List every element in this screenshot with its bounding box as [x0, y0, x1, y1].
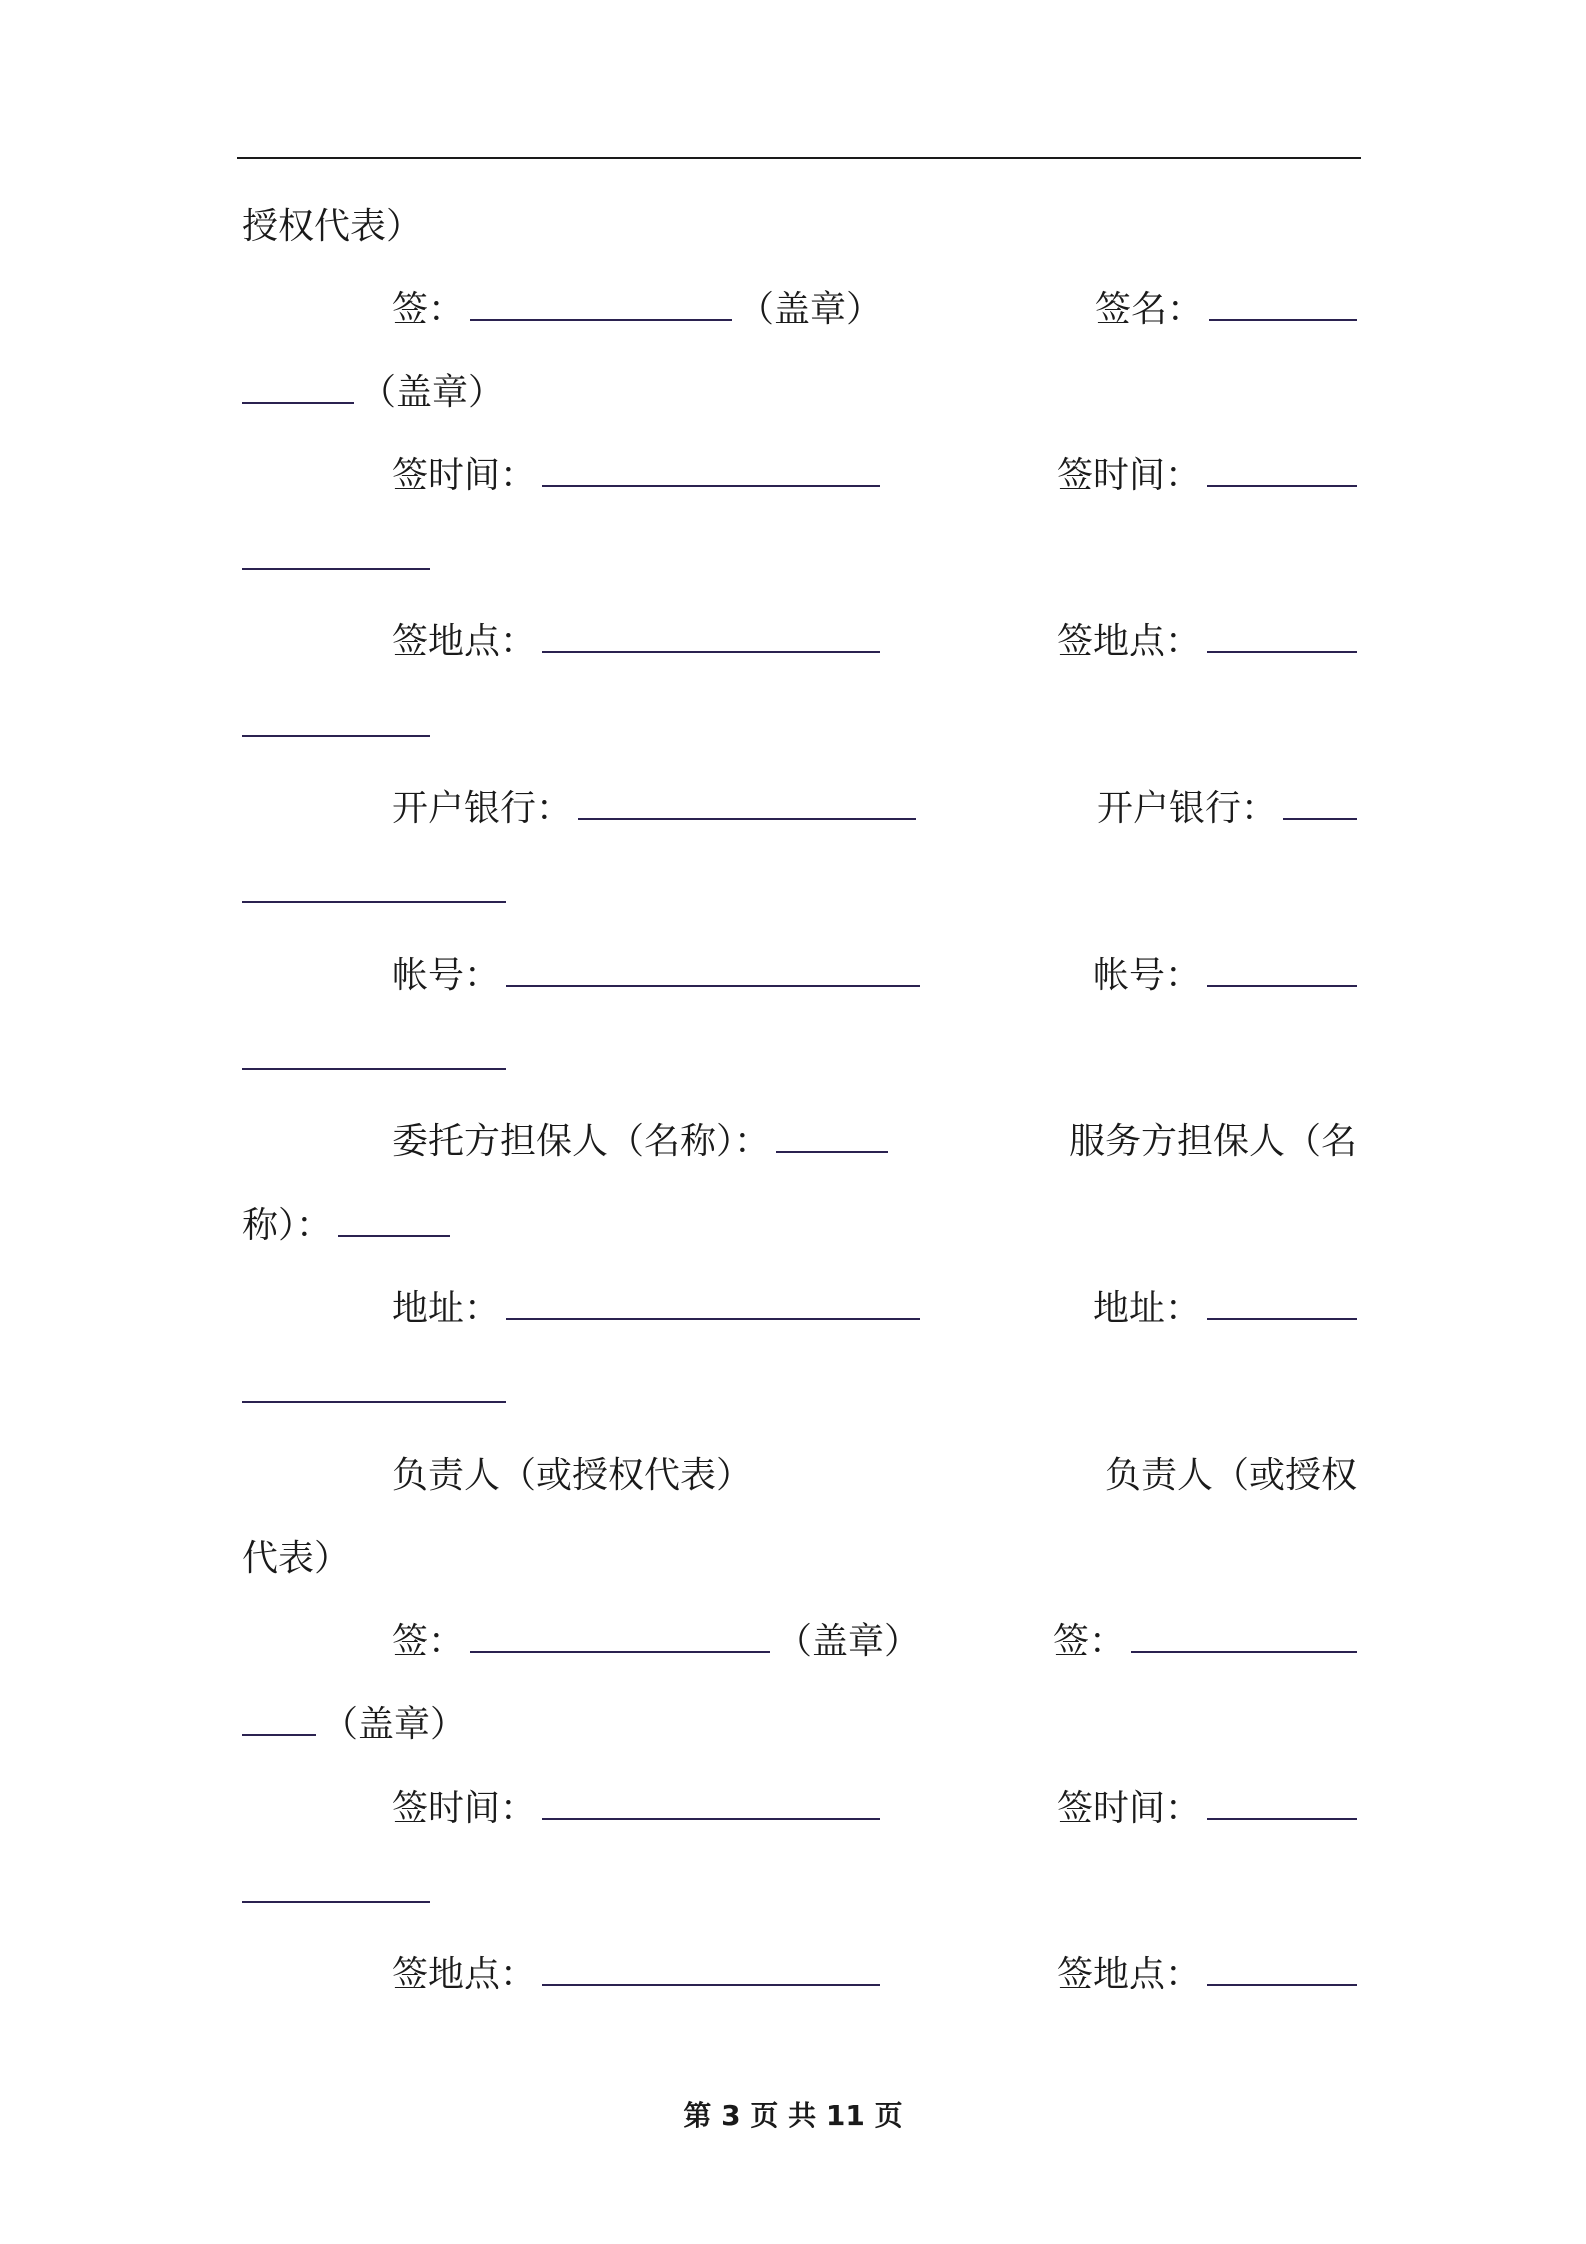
right-address-blank-cont[interactable] [242, 1401, 506, 1403]
left-address-line: 地址： [392, 1287, 926, 1331]
right-sign-time-blank-cont[interactable] [242, 568, 430, 570]
right-sign-time-blank[interactable] [1207, 485, 1357, 487]
right-account-blank-cont[interactable] [242, 1068, 506, 1070]
right-sign-line-2: 签： [1053, 1620, 1357, 1664]
right-bank-continuation [242, 870, 512, 914]
right-seal-continuation-2: （盖章） [242, 1703, 466, 1747]
right-sign-place-blank[interactable] [1207, 651, 1357, 653]
left-sign-time-line-2: 签时间： [392, 1787, 886, 1831]
right-sign-place-blank-cont[interactable] [242, 735, 430, 737]
left-account-line: 帐号： [392, 954, 926, 998]
left-sign-blank[interactable] [470, 319, 732, 321]
right-sign-blank-2-cont[interactable] [242, 1734, 316, 1736]
right-bank-blank[interactable] [1283, 818, 1357, 820]
right-sign-place-continuation [242, 704, 436, 748]
right-sign-place-line-2: 签地点： [1057, 1953, 1357, 1997]
right-sign-time-continuation [242, 537, 436, 581]
right-sign-name-blank-cont[interactable] [242, 402, 354, 404]
page-number-footer: 第 3 页 共 11 页 [683, 2099, 903, 2132]
right-sign-name-blank[interactable] [1209, 319, 1357, 321]
right-sign-time-line-2: 签时间： [1057, 1787, 1357, 1831]
left-sign-time-line: 签时间： [392, 454, 886, 498]
left-sign-blank-2[interactable] [470, 1651, 770, 1653]
server-guarantor-blank[interactable] [338, 1235, 450, 1237]
right-sign-place-blank-2[interactable] [1207, 1984, 1357, 1986]
left-sign-line-2: 签： （盖章） [392, 1621, 921, 1662]
left-responsible-line: 负责人（或授权代表） [392, 1455, 753, 1496]
right-address-continuation [242, 1370, 512, 1414]
left-bank-blank[interactable] [578, 818, 916, 820]
client-guarantor-blank[interactable] [776, 1151, 888, 1153]
left-sign-place-blank[interactable] [542, 651, 880, 653]
right-sign-place-line: 签地点： [1057, 620, 1357, 664]
left-sign-place-blank-2[interactable] [542, 1984, 880, 1986]
right-account-blank[interactable] [1207, 985, 1357, 987]
right-responsible-line: 负责人（或授权 [1104, 1455, 1357, 1496]
right-account-line: 帐号： [1093, 954, 1357, 998]
right-sign-time-line: 签时间： [1057, 454, 1357, 498]
left-sign-time-blank-2[interactable] [542, 1818, 880, 1820]
right-address-line: 地址： [1093, 1287, 1357, 1331]
authorized-rep-tail: 授权代表） [242, 206, 423, 247]
client-guarantor-line: 委托方担保人（名称）： [392, 1120, 894, 1164]
right-bank-line: 开户银行： [1097, 787, 1357, 831]
left-sign-place-line: 签地点： [392, 620, 886, 664]
left-sign-place-line-2: 签地点： [392, 1953, 886, 1997]
right-sign-time-blank-2[interactable] [1207, 1818, 1357, 1820]
right-responsible-continuation: 代表） [242, 1538, 351, 1579]
right-sign-blank-2[interactable] [1131, 1651, 1357, 1653]
right-account-continuation [242, 1037, 512, 1081]
right-sign-time-blank-2-cont[interactable] [242, 1901, 430, 1903]
left-sign-line: 签： （盖章） [392, 289, 883, 330]
right-sign-time-continuation-2 [242, 1870, 436, 1914]
right-sign-name-line: 签名： [1095, 288, 1357, 332]
left-account-blank[interactable] [506, 985, 920, 987]
left-address-blank[interactable] [506, 1318, 920, 1320]
right-seal-continuation: （盖章） [242, 371, 504, 415]
header-rule [237, 157, 1361, 159]
server-guarantor-line: 服务方担保人（名 [1068, 1121, 1357, 1162]
left-bank-line: 开户银行： [392, 787, 922, 831]
right-bank-blank-cont[interactable] [242, 901, 506, 903]
right-address-blank[interactable] [1207, 1318, 1357, 1320]
server-guarantor-continuation: 称）： [242, 1204, 456, 1248]
left-sign-time-blank[interactable] [542, 485, 880, 487]
